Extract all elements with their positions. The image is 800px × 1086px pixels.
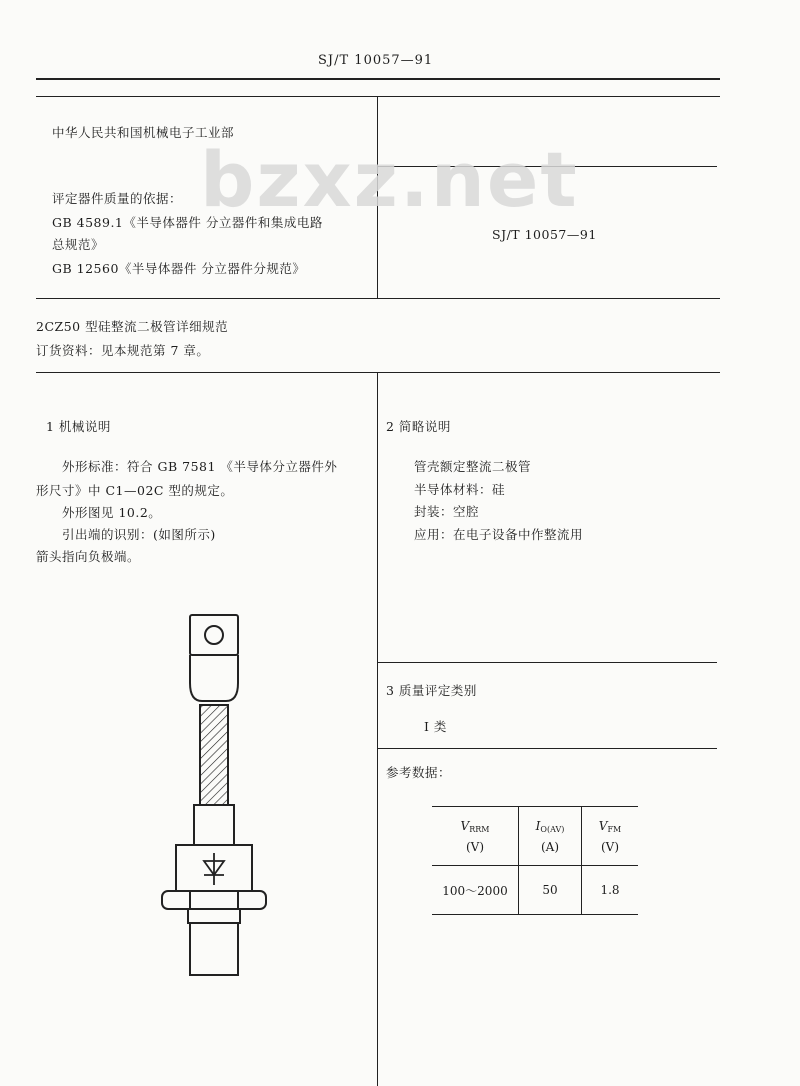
standard-code-header: SJ/T 10057—91: [318, 53, 434, 68]
diode-symbol-icon: [204, 853, 224, 885]
section3-rule: [377, 662, 717, 663]
header-io: $I_{O(AV)}$ (A): [519, 807, 582, 866]
section2-line1: 管壳额定整流二极管: [414, 459, 532, 474]
section1-para4: 箭头指向负极端。: [36, 549, 141, 564]
header-rule: [36, 78, 720, 80]
section1-para1-line1: 外形标准：符合 GB 7581 《半导体分立器件外: [62, 459, 338, 474]
ministry-name: 中华人民共和国机械电子工业部: [52, 125, 235, 140]
washer: [188, 909, 240, 923]
section2-line2: 半导体材料：硅: [414, 482, 506, 497]
section2-line3: 封装：空腔: [414, 504, 480, 519]
basis-title: 评定器件质量的依据：: [52, 191, 183, 206]
quality-category: I 类: [424, 719, 447, 734]
section1-para2: 外形图见 10.2。: [62, 505, 162, 520]
basis-line-1: GB 4589.1《半导体器件 分立器件和集成电路: [52, 215, 323, 230]
frame-mid-rule: [36, 298, 720, 299]
order-info: 订货资料：见本规范第 7 章。: [36, 343, 210, 358]
reference-rule: [377, 748, 717, 749]
section1-para3: 引出端的识别：(如图所示): [62, 527, 216, 542]
frame-divider-bottom: [377, 372, 378, 1086]
diode-outline-drawing: [150, 605, 280, 985]
section2-line4: 应用：在电子设备中作整流用: [414, 527, 584, 542]
terminal-hole: [205, 626, 223, 644]
threaded-stud: [190, 923, 238, 975]
watermark: bzxz.net: [200, 135, 579, 224]
basis-line-2: 总规范》: [52, 237, 105, 252]
section2-heading: 2 简略说明: [386, 419, 451, 434]
table-row: [432, 866, 638, 915]
header-vfm: $V_{FM}$ (V): [582, 807, 639, 866]
frame-section-rule: [36, 372, 720, 373]
basis-line-3: GB 12560《半导体器件 分立器件分规范》: [52, 261, 306, 276]
code-box: SJ/T 10057—91: [492, 227, 597, 242]
hex-nut: [162, 891, 266, 909]
spec-title: 2CZ50 型硅整流二极管详细规范: [36, 319, 229, 334]
section1-heading: 1 机械说明: [46, 419, 111, 434]
table-header-row: [432, 807, 638, 866]
section1-para1-line2: 形尺寸》中 C1—02C 型的规定。: [36, 483, 234, 498]
lead-hatch: [200, 705, 228, 805]
terminal-lug: [190, 615, 238, 655]
reference-data-table: [432, 806, 638, 915]
stud-collar: [194, 805, 234, 845]
frame-top-rule: [36, 96, 720, 97]
lug-neck: [190, 655, 238, 701]
value-vrrm: 100～2000: [432, 866, 519, 915]
value-io: 50: [519, 866, 582, 915]
header-vrrm: $V_{RRM}$ (V): [432, 807, 519, 866]
section3-heading: 3 质量评定类别: [386, 683, 477, 698]
value-vfm: 1.8: [582, 866, 639, 915]
reference-title: 参考数据：: [386, 765, 452, 780]
